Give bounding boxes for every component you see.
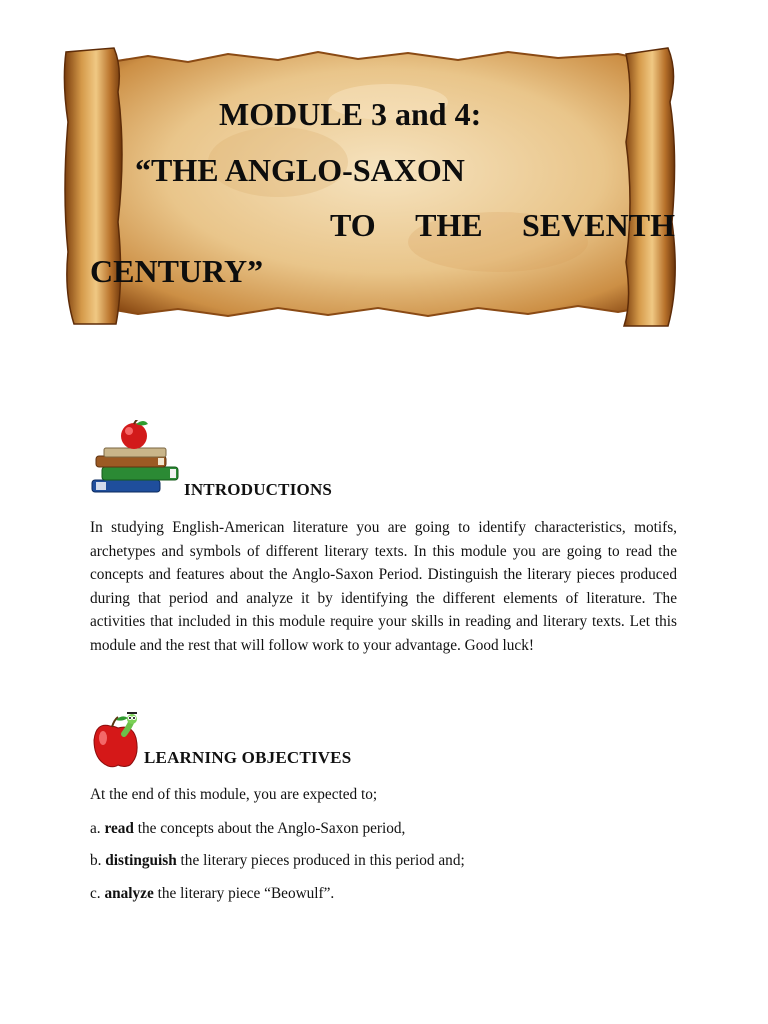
introduction-heading-row [90, 420, 332, 500]
objectives-intro: At the end of this module, you are expected to; [90, 786, 378, 803]
objective-letter: a. [90, 820, 105, 837]
objective-verb: read [104, 820, 134, 837]
objective-verb: distinguish [105, 852, 177, 869]
objective-text: the literary piece “Beowulf”. [153, 885, 335, 902]
title-word: THE [415, 207, 483, 243]
module-title-line-1: MODULE 3 and 4: [219, 96, 482, 132]
learning-objectives-heading: LEARNING OBJECTIVES [144, 748, 352, 767]
objective-item [90, 884, 334, 904]
objective-item [90, 819, 405, 839]
title-word: SEVENTH [522, 207, 675, 243]
objective-letter: c. [90, 885, 105, 902]
title-word: TO [330, 207, 376, 243]
objective-text: the literary pieces produced in this period and; [176, 852, 465, 869]
module-title-line-2: “THE ANGLO-SAXON [135, 152, 465, 188]
module-title-line-3 [330, 209, 675, 241]
objective-letter: b. [90, 852, 106, 869]
introduction-paragraph: In studying English-American literature you are going to identify characteristics, motifs, archetypes and symbols of different literary texts. In this module you are going to read the concepts and features about the Anglo-Saxon Period. Distinguish the literary pieces produced during that period and analyze it by identifying the different elements of literature. The activities that included in this module require your skills in reading and literary texts. Let this module and the rest that will follow work to your advantage. Good luck! [90, 519, 677, 654]
apple-with-worm-icon [90, 712, 140, 768]
title-scroll-banner [58, 42, 710, 332]
objective-verb: analyze [104, 885, 154, 902]
learning-objectives-heading-row [90, 712, 351, 768]
module-title-line-4: CENTURY” [90, 253, 264, 289]
introductions-heading: INTRODUCTIONS [184, 480, 333, 499]
objective-item [90, 851, 465, 871]
objective-text: the concepts about the Anglo-Saxon period, [133, 820, 406, 837]
books-with-apple-icon [90, 420, 180, 500]
